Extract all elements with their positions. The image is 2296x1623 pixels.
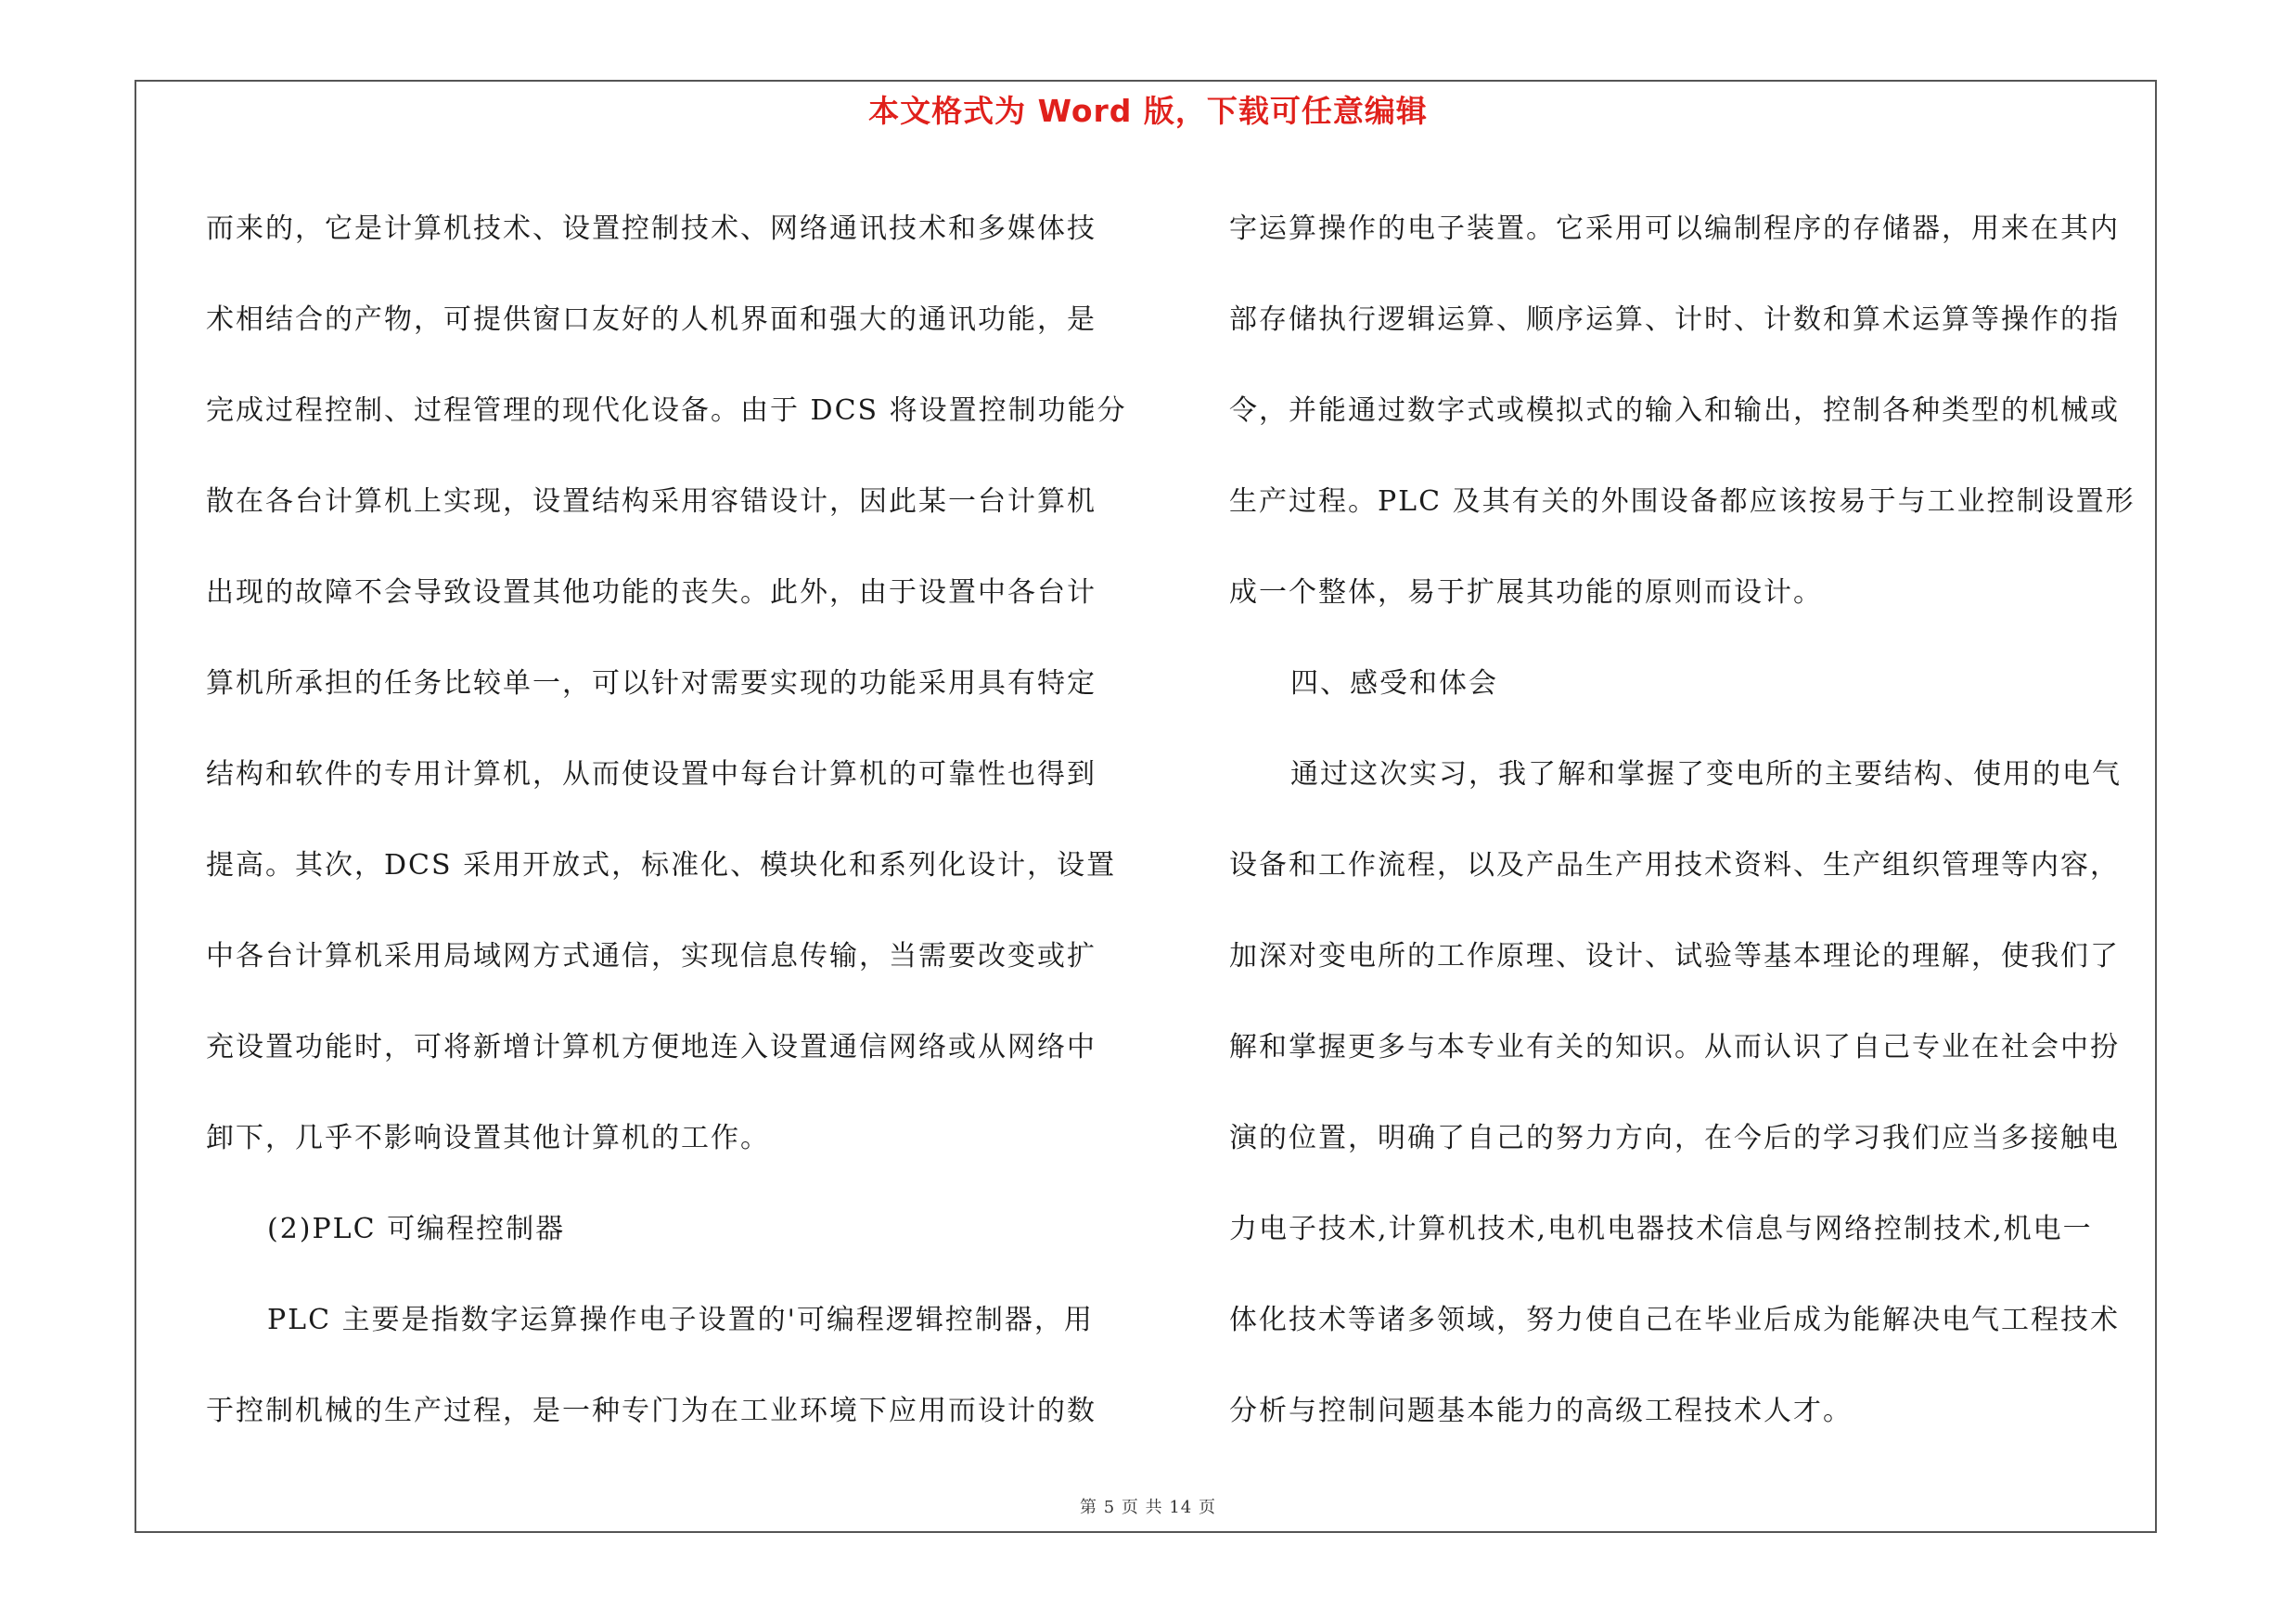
paragraph-line: 分析与控制问题基本能力的高级工程技术人才。 <box>1229 1395 1853 1427</box>
section-heading-plc: (2)PLC 可编程控制器 <box>267 1213 566 1245</box>
paragraph-line: 部存储执行逻辑运算、顺序运算、计时、计数和算术运算等操作的指 <box>1229 303 2120 336</box>
word-format-banner: 本文格式为 Word 版，下载可任意编辑 <box>868 93 1428 129</box>
paragraph-line: 提高。其次，DCS 采用开放式，标准化、模块化和系列化设计，设置 <box>206 849 1117 882</box>
paragraph-line: 字运算操作的电子装置。它采用可以编制程序的存储器，用来在其内 <box>1229 213 2120 245</box>
paragraph-line: 力电子技术,计算机技术,电机电器技术信息与网络控制技术,机电一 <box>1229 1213 2093 1245</box>
right-text-column <box>1229 184 2157 1457</box>
paragraph-line: 卸下，几乎不影响设置其他计算机的工作。 <box>206 1122 770 1154</box>
paragraph-line: 解和掌握更多与本专业有关的知识。从而认识了自己专业在社会中扮 <box>1229 1031 2120 1063</box>
paragraph-line: 令，并能通过数字式或模拟式的输入和输出，控制各种类型的机械或 <box>1229 394 2120 427</box>
paragraph-line: 而来的，它是计算机技术、设置控制技术、网络通讯技术和多媒体技 <box>206 213 1097 245</box>
paragraph-line: 通过这次实习，我了解和掌握了变电所的主要结构、使用的电气 <box>1290 758 2122 791</box>
paragraph-line: 完成过程控制、过程管理的现代化设备。由于 DCS 将设置控制功能分 <box>206 394 1127 427</box>
paragraph-line: 散在各台计算机上实现，设置结构采用容错设计，因此某一台计算机 <box>206 485 1097 518</box>
page-number-footer: 第 5 页 共 14 页 <box>1080 1498 1216 1517</box>
left-text-column <box>206 184 1127 1457</box>
paragraph-line: 演的位置，明确了自己的努力方向，在今后的学习我们应当多接触电 <box>1229 1122 2120 1154</box>
paragraph-line: 出现的故障不会导致设置其他功能的丧失。此外，由于设置中各台计 <box>206 576 1097 609</box>
paragraph-line: 中各台计算机采用局域网方式通信，实现信息传输，当需要改变或扩 <box>206 940 1097 973</box>
paragraph-line: 加深对变电所的工作原理、设计、试验等基本理论的理解，使我们了 <box>1229 940 2120 973</box>
paragraph-line: 术相结合的产物，可提供窗口友好的人机界面和强大的通讯功能，是 <box>206 303 1097 336</box>
paragraph-line: 成一个整体，易于扩展其功能的原则而设计。 <box>1229 576 1823 609</box>
paragraph-line: 于控制机械的生产过程，是一种专门为在工业环境下应用而设计的数 <box>206 1395 1097 1427</box>
section-heading-reflection: 四、感受和体会 <box>1290 667 1498 700</box>
paragraph-line: 充设置功能时，可将新增计算机方便地连入设置通信网络或从网络中 <box>206 1031 1097 1063</box>
paragraph-line: 设备和工作流程，以及产品生产用技术资料、生产组织管理等内容， <box>1229 849 2120 882</box>
paragraph-line: PLC 主要是指数字运算操作电子设置的'可编程逻辑控制器，用 <box>267 1304 1094 1336</box>
paragraph-line: 算机所承担的任务比较单一，可以针对需要实现的功能采用具有特定 <box>206 667 1097 700</box>
paragraph-line: 生产过程。PLC 及其有关的外围设备都应该按易于与工业控制设置形 <box>1229 485 2136 518</box>
paragraph-line: 结构和软件的专用计算机，从而使设置中每台计算机的可靠性也得到 <box>206 758 1097 791</box>
paragraph-line: 体化技术等诸多领域，努力使自己在毕业后成为能解决电气工程技术 <box>1229 1304 2120 1336</box>
